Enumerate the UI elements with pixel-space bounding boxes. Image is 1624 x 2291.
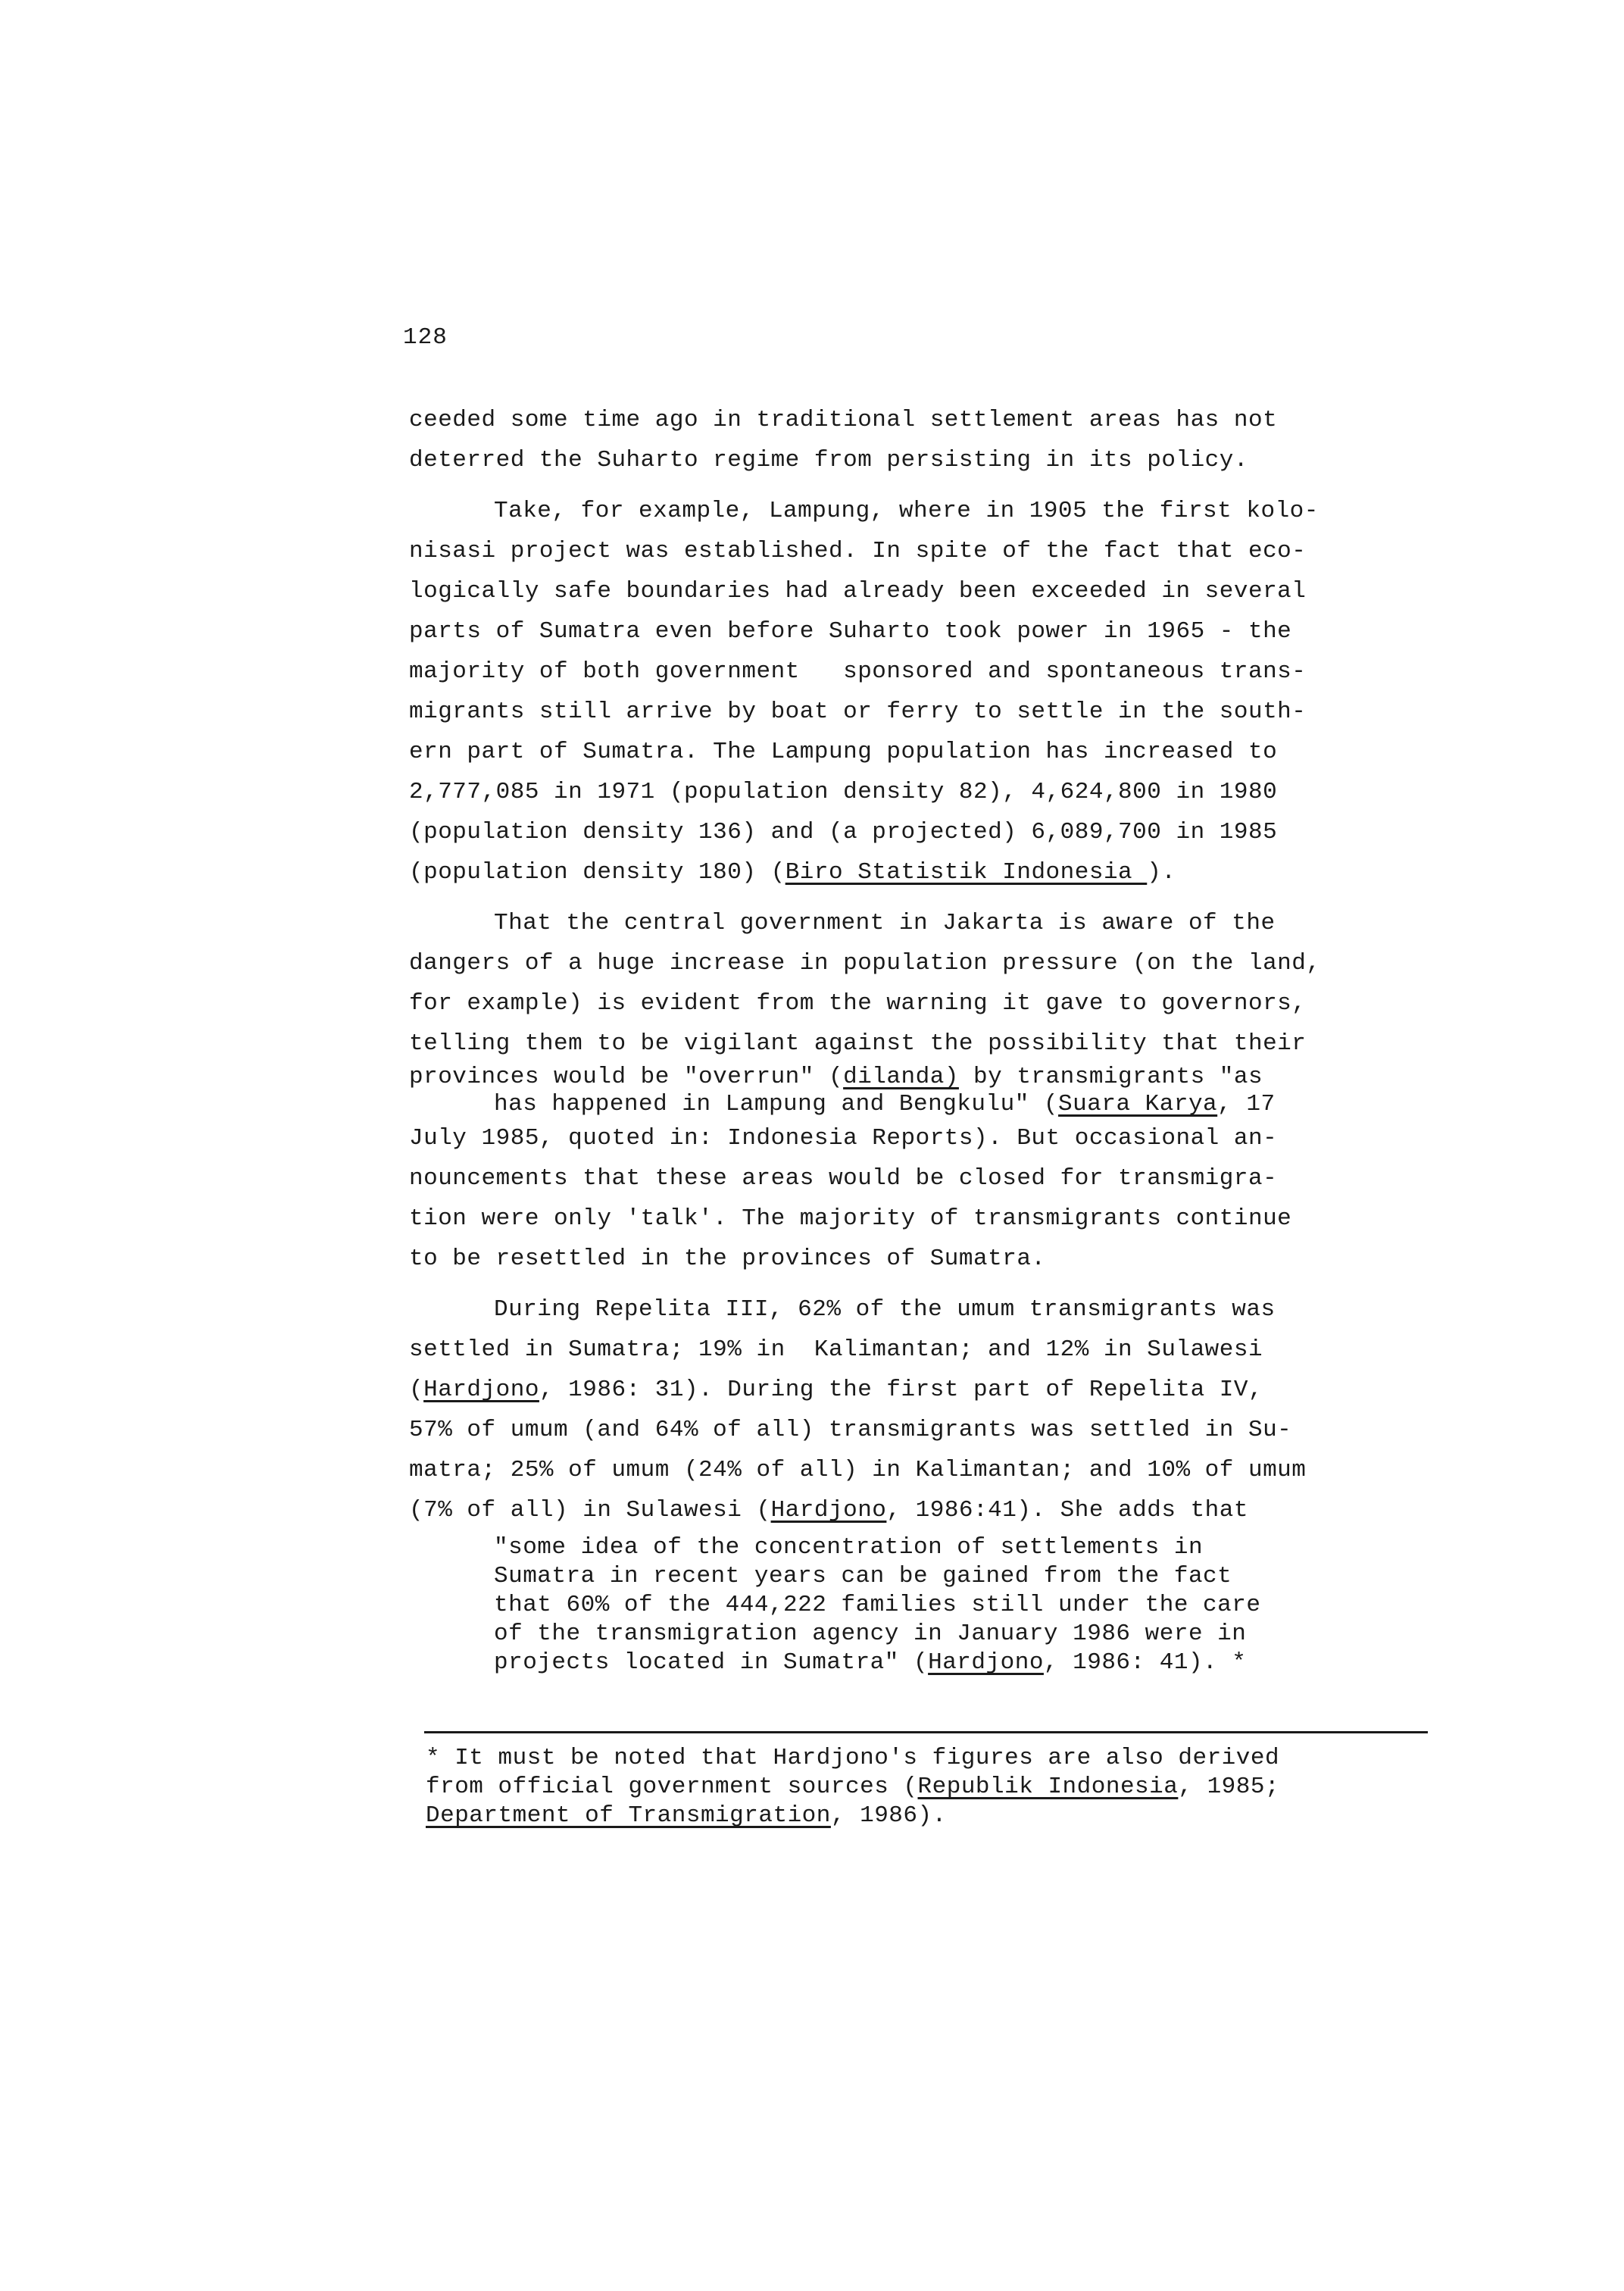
text-line: majority of both government sponsored and spontaneous trans- bbox=[409, 658, 1307, 685]
text-line: logically safe boundaries had already been exceeded in several bbox=[409, 578, 1307, 605]
term-reference: dilanda) bbox=[843, 1064, 959, 1090]
block-quote bbox=[409, 1533, 1424, 1677]
quote-line: that 60% of the 444,222 families still under the care bbox=[494, 1592, 1261, 1618]
text-line: Take, for example, Lampung, where in 1905 the first kolo- bbox=[494, 498, 1319, 524]
paragraph-1 bbox=[409, 400, 1424, 480]
text-line: That the central government in Jakarta is aware of the bbox=[494, 910, 1276, 936]
citation-reference: Biro Statistik Indonesia bbox=[785, 859, 1148, 886]
quote-line: of the transmigration agency in January 1986 were in bbox=[494, 1621, 1247, 1647]
text-line: matra; 25% of umum (24% of all) in Kalimantan; and 10% of umum bbox=[409, 1457, 1307, 1483]
citation-reference: Suara Karya bbox=[1058, 1091, 1218, 1117]
text-line: ern part of Sumatra. The Lampung population has increased to bbox=[409, 739, 1278, 765]
text-fragment: , 1986: 31). During the first part of Repelita IV, bbox=[539, 1377, 1263, 1403]
footnote-line bbox=[426, 1773, 1433, 1802]
footnote-divider bbox=[424, 1731, 1428, 1733]
text-line: dangers of a huge increase in population pressure (on the land, bbox=[409, 950, 1321, 977]
quote-line: Sumatra in recent years can be gained from the fact bbox=[494, 1563, 1232, 1589]
paragraph-2 bbox=[409, 491, 1424, 892]
text-line bbox=[409, 1490, 1424, 1530]
text-fragment: , 1986). bbox=[830, 1802, 947, 1829]
footnote-line: * It must be noted that Hardjono's figures are also derived bbox=[426, 1745, 1280, 1771]
footnote-line bbox=[426, 1802, 1433, 1830]
text-line: tion were only 'talk'. The majority of transmigrants continue bbox=[409, 1205, 1292, 1232]
text-line: 57% of umum (and 64% of all) transmigrants was settled in Su- bbox=[409, 1417, 1292, 1443]
text-fragment: has happened in Lampung and Bengkulu" ( bbox=[494, 1091, 1059, 1117]
text-line: telling them to be vigilant against the possibility that their bbox=[409, 1030, 1307, 1057]
text-line: (population density 136) and (a projected) 6,089,700 in 1985 bbox=[409, 819, 1278, 845]
paragraph-4 bbox=[409, 1289, 1424, 1530]
citation-reference: Department of Transmigration bbox=[426, 1802, 831, 1829]
text-line: for example) is evident from the warning it gave to governors, bbox=[409, 990, 1307, 1017]
text-line: 2,777,085 in 1971 (population density 82), 4,624,800 in 1980 bbox=[409, 779, 1278, 805]
text-line: nouncements that these areas would be closed for transmigra- bbox=[409, 1165, 1278, 1192]
text-line: deterred the Suharto regime from persisting in its policy. bbox=[409, 447, 1248, 474]
citation-reference: Hardjono bbox=[770, 1497, 887, 1524]
text-fragment: projects located in Sumatra" ( bbox=[494, 1649, 929, 1676]
text-fragment: , 1986: 41). * bbox=[1043, 1649, 1247, 1676]
quote-line bbox=[494, 1649, 1424, 1677]
text-fragment: (population density 180) ( bbox=[409, 859, 785, 886]
text-line: July 1985, quoted in: Indonesia Reports). But occasional an- bbox=[409, 1125, 1278, 1152]
text-fragment: ( bbox=[409, 1377, 424, 1403]
footnote bbox=[426, 1744, 1433, 1830]
quote-line: "some idea of the concentration of settlements in bbox=[494, 1534, 1204, 1561]
text-line: During Repelita III, 62% of the umum transmigrants was bbox=[494, 1296, 1276, 1323]
text-line: settled in Sumatra; 19% in Kalimantan; and 12% in Sulawesi bbox=[409, 1336, 1263, 1363]
main-text bbox=[409, 400, 1424, 1677]
text-fragment: , 1985; bbox=[1178, 1774, 1280, 1800]
text-fragment: , 1986:41). She adds that bbox=[886, 1497, 1248, 1524]
citation-reference: Hardjono bbox=[423, 1377, 539, 1403]
text-fragment: from official government sources ( bbox=[426, 1774, 918, 1800]
text-line: nisasi project was established. In spite of the fact that eco- bbox=[409, 538, 1307, 564]
text-line bbox=[409, 852, 1424, 892]
text-fragment: by transmigrants "as bbox=[958, 1064, 1263, 1090]
text-fragment: provinces would be "overrun" ( bbox=[409, 1064, 844, 1090]
text-line bbox=[409, 1064, 1424, 1091]
text-line: migrants still arrive by boat or ferry to settle in the south- bbox=[409, 699, 1307, 725]
text-fragment: , 17 bbox=[1217, 1091, 1276, 1117]
inline-quote-line bbox=[409, 1091, 1424, 1118]
citation-reference: Hardjono bbox=[928, 1649, 1044, 1676]
text-fragment: ). bbox=[1147, 859, 1176, 886]
page-number: 128 bbox=[403, 324, 448, 351]
text-line: ceeded some time ago in traditional settlement areas has not bbox=[409, 407, 1278, 433]
text-line: parts of Sumatra even before Suharto took power in 1965 - the bbox=[409, 618, 1292, 645]
text-line: to be resettled in the provinces of Sumatra. bbox=[409, 1246, 1046, 1272]
citation-reference: Republik Indonesia bbox=[917, 1774, 1179, 1800]
text-line bbox=[409, 1370, 1424, 1410]
text-fragment: (7% of all) in Sulawesi ( bbox=[409, 1497, 771, 1524]
paragraph-3 bbox=[409, 903, 1424, 1279]
